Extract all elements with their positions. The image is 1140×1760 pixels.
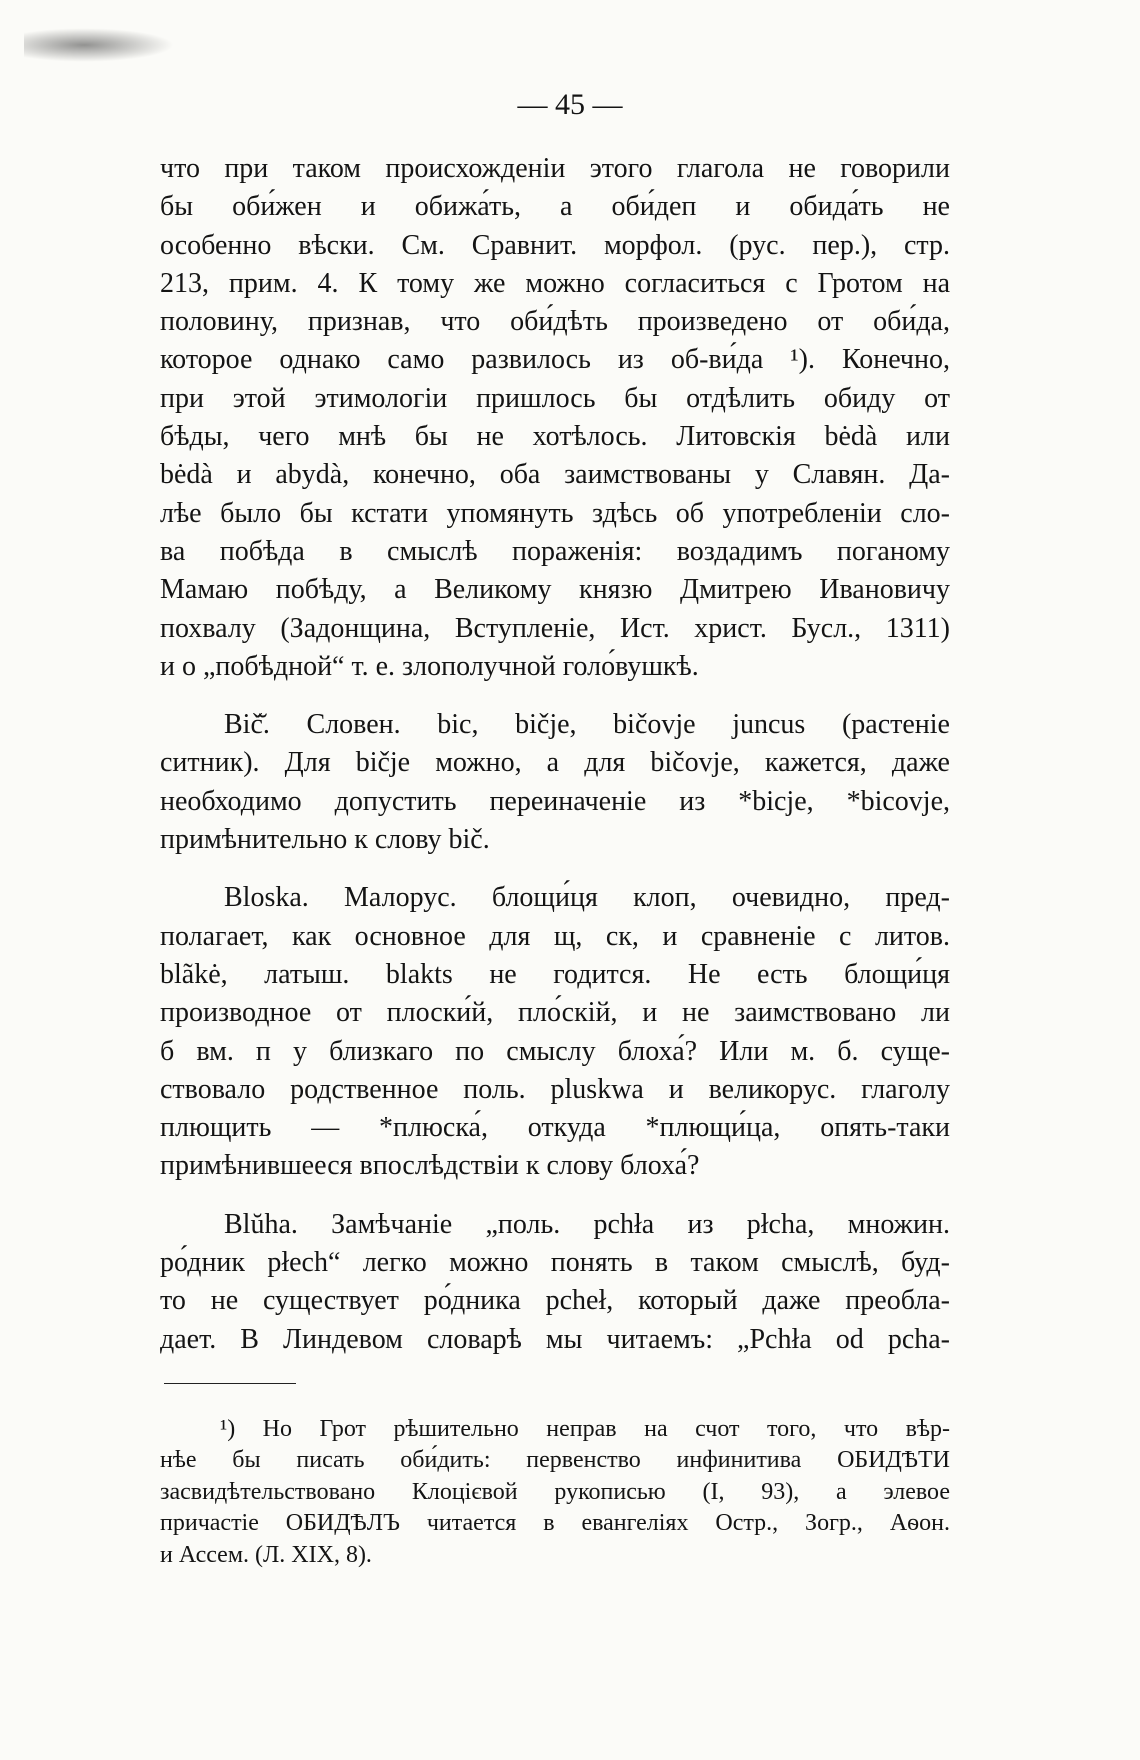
entry-bicj-line: Bič̆. Словен. bic, bičje, bičovje juncus (растеніе [224, 709, 950, 741]
text-line: 213, прим. 4. К тому же можно согласиться с Гротом на [160, 267, 950, 299]
footnote-line: причастіе ОБИДѢЛЪ читается в евангеліях Остр., Зогр., Аѳон. [160, 1510, 950, 1537]
text-line: что при таком происхожденіи этого глагола не говорили [160, 153, 950, 184]
page-number: — 45 — [517, 88, 623, 121]
text-line: половину, признав, что оби́дѣть произведено от оби́да, [160, 306, 950, 338]
footnote-line: и Ассем. (Л. XIX, 8). [160, 1541, 372, 1568]
text-line: blãkė, латыш. blakts не годится. Не есть блощи́ця [160, 958, 950, 990]
text-line: производное от плоски́й, пло́скій, и не заимствовано ли [160, 997, 950, 1029]
text-line: ва побѣда в смыслѣ пораженія: воздадимъ поганому [160, 535, 950, 567]
text-line: при этой этимологіи пришлось бы отдѣлить обиду от [160, 382, 950, 414]
text-line: дает. В Линдевом словарѣ мы читаемъ: „Pchła od pcha- [160, 1323, 950, 1355]
text-line: бы оби́жен и обижа́ть, а оби́деп и обида́ть не [160, 191, 950, 223]
text-line: б вм. п у близкаго по смыслу блоха́? Или м. б. суще- [160, 1035, 950, 1067]
text-line: бѣды, чего мнѣ бы не хотѣлось. Литовскія bėdà или [160, 421, 950, 453]
main-text [160, 150, 950, 1359]
text-line: примѣнившееся впослѣдствіи к слову блоха́? [160, 1150, 700, 1182]
text-line: необходимо допустить переиначеніе из *bicje, *bicovje, [160, 785, 950, 817]
text-line: ро́дник płech“ легко можно понять в таком смыслѣ, буд- [160, 1247, 950, 1279]
text-line: которое однако само развилось из об-ви́да ¹). Конечно, [160, 344, 950, 376]
text-line: и о „побѣдной“ т. е. злополучной голо́вушкѣ. [160, 650, 699, 682]
footnote [160, 1414, 950, 1571]
text-line: ствовало родственное поль. pluskwa и великорус. глаголу [160, 1073, 950, 1105]
text-line: то не существует ро́дника pcheł, который даже преобла- [160, 1285, 950, 1317]
entry-bluha-line: Blŭha. Замѣчаніе „поль. pchła из płcha, множин. [224, 1208, 950, 1240]
footnote-line: ¹) Но Грот рѣшительно неправ на счот того, что вѣр- [220, 1416, 950, 1442]
scan-smudge [24, 28, 174, 62]
text-line: плющить — *плюска́, откуда *плющи́ца, опять-таки [160, 1112, 950, 1144]
text-line: лѣе было бы кстати упомянуть здѣсь об употребленіи сло- [160, 497, 950, 529]
footnote-line: нѣе бы писать оби́дить: первенство инфинитива ОБИДѢТИ [160, 1447, 950, 1474]
text-line: особенно вѣски. См. Сравнит. морфол. (рус. пер.), стр. [160, 229, 950, 261]
text-line: ситник). Для bičje можно, а для bičovje, кажется, даже [160, 747, 950, 779]
entry-bloska-line: Bloska. Малорус. блощи́ця клоп, очевидно, пред- [224, 882, 950, 914]
footnote-divider [164, 1383, 296, 1384]
text-line: bėdà и abydà, конечно, оба заимствованы у Славян. Да- [160, 459, 950, 491]
text-line: примѣнительно к слову bič. [160, 824, 490, 856]
text-line: полагает, как основное для щ, ск, и сравненіе с литов. [160, 920, 950, 952]
text-line: Мамаю побѣду, а Великому князю Дмитрею Ивановичу [160, 574, 950, 606]
footnote-line: засвидѣтельствовано Клоцієвой рукописью (I, 93), а элевое [160, 1478, 950, 1505]
text-line: похвалу (Задонщина, Вступленіе, Ист. христ. Бусл., 1311) [160, 612, 950, 644]
